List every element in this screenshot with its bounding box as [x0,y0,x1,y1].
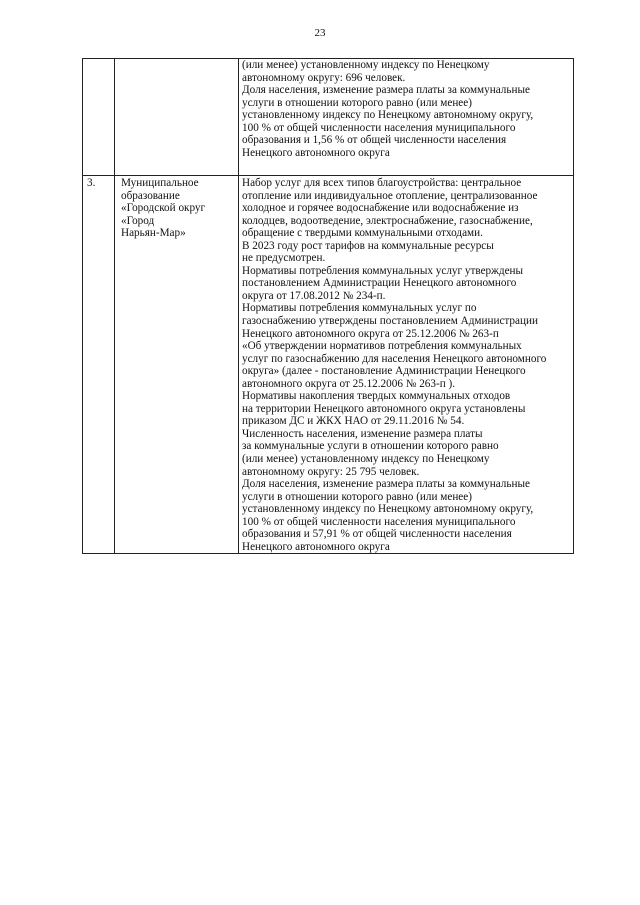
text-line: обращение с твердыми коммунальными отходами. [242,227,483,240]
text-line: Ненецкого автономного округа [242,540,390,553]
table-row [83,176,574,554]
text-line: газоснабжению утверждены постановлением Администрации [242,315,538,328]
text-line: установленному индексу по Ненецкому автономному округу, [242,109,534,122]
text-line: Численность населения, изменение размера платы [242,427,483,440]
text-line: Доля населения, изменение размера платы за коммунальные [242,478,530,491]
text-line: Набор услуг для всех типов благоустройства: центральное [242,177,522,189]
row-number-cell [83,176,115,554]
text-line: образования и 1,56 % от общей численности населения [242,134,507,147]
municipality-name-cell [115,59,239,176]
text-line: (или менее) установленному индексу по Ненецкому [242,59,490,71]
text-line: отопление или индивидуальное отопление, централизованное [242,189,538,202]
text-line: приказом ДС и ЖКХ НАО от 29.11.2016 № 54. [242,415,465,428]
text-line: Нормативы накопления твердых коммунальных отходов [242,390,511,403]
description-cell [239,59,574,176]
municipality-name-line: Муниципальное [121,177,199,189]
text-line: Ненецкого автономного округа от 25.12.2006 № 263-п [242,327,499,340]
text-line: Ненецкого автономного округа [242,146,390,159]
text-line: постановлением Администрации Ненецкого автономного [242,277,517,290]
municipality-name-line: Нарьян-Мар» [121,227,186,240]
page-number: 23 [314,27,326,39]
municipality-name-line: образование [121,189,180,202]
text-line: на территории Ненецкого автономного округа установлены [242,402,526,415]
text-line: образования и 57,91 % от общей численности населения [242,528,512,541]
text-line: услуги в отношении которого равно (или менее) [242,96,472,109]
text-line: установленному индексу по Ненецкому автономному округу, [242,503,534,516]
text-line: (или менее) установленному индексу по Ненецкому [242,453,490,466]
row-number-cell [83,59,115,176]
text-line: услуг по газоснабжению для населения Ненецкого автономного [242,352,547,365]
table-row [83,59,574,176]
text-line: Доля населения, изменение размера платы за коммунальные [242,84,530,97]
description-cell [239,176,574,554]
municipality-name-line: «Город [121,214,155,227]
text-line: услуги в отношении которого равно (или менее) [242,490,472,503]
text-line: Нормативы потребления коммунальных услуг утверждены [242,264,524,277]
row-number: 3. [87,177,96,189]
text-line: В 2023 году рост тарифов на коммунальные ресурсы [242,239,494,252]
municipality-name-cell [115,176,239,554]
text-line: округа от 17.08.2012 № 234-п. [242,289,386,302]
text-line: за коммунальные услуги в отношении которого равно [242,440,499,453]
text-line: колодцев, водоотведение, электроснабжение, газоснабжение, [242,214,533,227]
text-line: округа» (далее - постановление Администрации Ненецкого [242,365,526,378]
municipality-name-line: «Городской округ [121,202,206,215]
text-line: 100 % от общей численности населения муниципального [242,121,516,134]
text-line: автономному округу: 696 человек. [242,71,406,84]
document-table [82,58,574,554]
text-line: 100 % от общей численности населения муниципального [242,515,516,528]
text-line: Нормативы потребления коммунальных услуг по [242,302,477,315]
text-line: автономного округа от 25.12.2006 № 263-п ). [242,377,456,390]
text-line: «Об утверждении нормативов потребления коммунальных [242,340,522,353]
text-line: не предусмотрен. [242,252,326,265]
text-line: холодное и горячее водоснабжение или водоснабжение из [242,202,519,215]
text-line: автономному округу: 25 795 человек. [242,465,420,478]
